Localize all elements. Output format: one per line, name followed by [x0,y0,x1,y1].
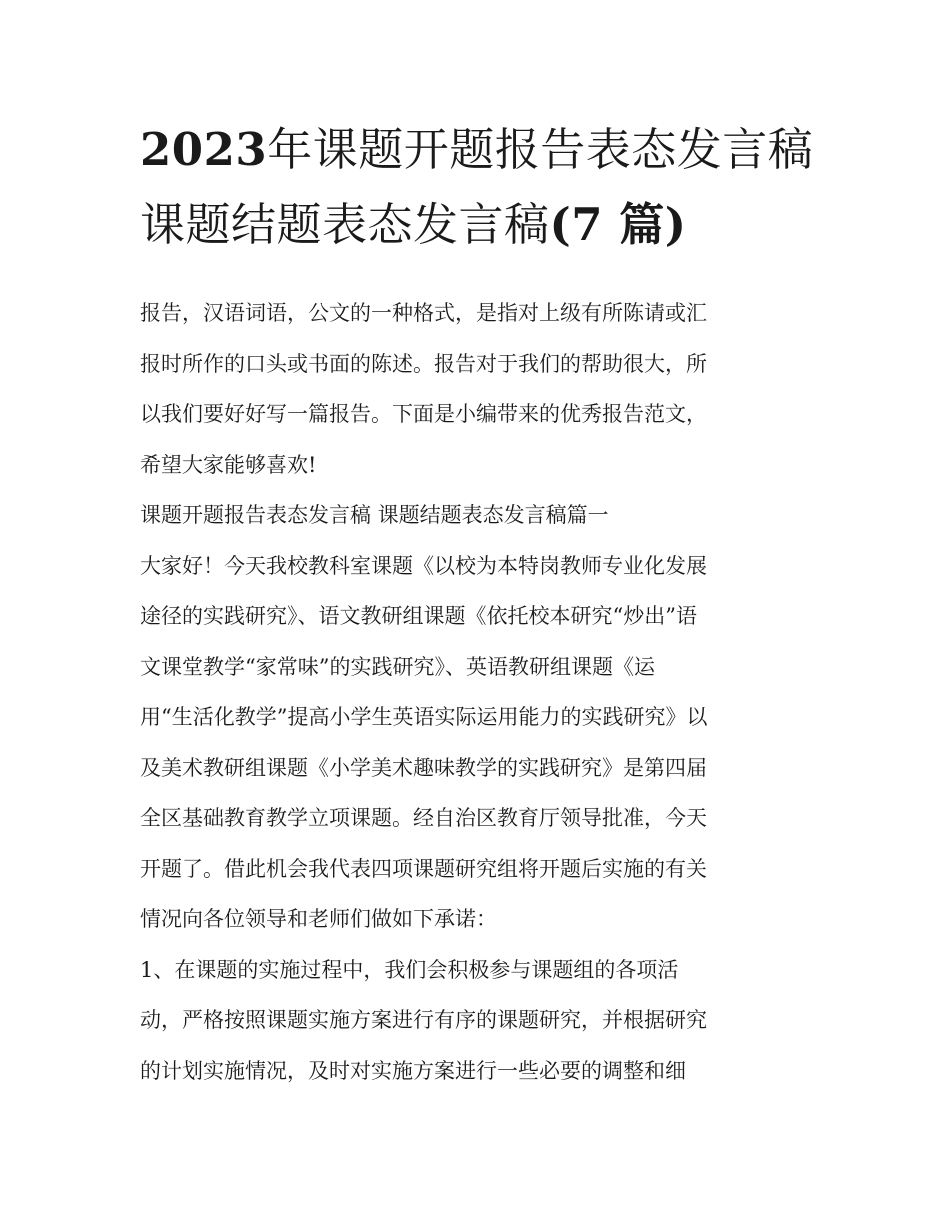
body-line: 报告，汉语词语，公文的一种格式，是指对上级有所陈请或汇 [140,301,707,325]
title-count: (7 篇) [549,198,687,251]
list-item-line: 1、在课题的实施过程中，我们会积极参与课题组的各项活 [140,957,679,982]
body-line: 大家好！今天我校教科室课题《以校为本特岗教师专业化发展 [140,553,707,578]
document-page [140,112,815,1096]
document-body [140,288,815,1096]
body-line: 希望大家能够喜欢! [140,452,317,477]
body-line: 的计划实施情况，及时对实施方案进行一些必要的调整和细 [140,1058,686,1083]
body-line: 全区基础教育教学立项课题。经自治区教育厅领导批准，今天 [140,806,707,830]
body-line: 用“生活化教学”提高小学生英语实际运用能力的实践研究》以 [140,705,708,729]
body-line: 及美术教研组课题《小学美术趣味教学的实践研究》是第四届 [140,755,707,780]
document-title [140,112,815,262]
body-line: 动，严格按照课题实施方案进行有序的课题研究，并根据研究 [140,1008,707,1032]
body-line: 开题了。借此机会我代表四项课题研究组将开题后实施的有关 [140,856,707,881]
body-line: 途径的实践研究》、语文教研组课题《依托校本研究“炒出”语 [140,604,697,628]
body-line: 报时所作的口头或书面的陈述。报告对于我们的帮助很大，所 [140,351,707,376]
body-line: 以我们要好好写一篇报告。下面是小编带来的优秀报告范文， [140,402,707,426]
title-text: 年课题开题报告表态发言稿 课题结题表态发言稿 [140,123,814,251]
body-line: 情况向各位领导和老师们做如下承诺： [140,907,497,931]
section-heading: 课题开题报告表态发言稿 课题结题表态发言稿篇一 [140,503,609,527]
title-year: 2023 [140,123,268,176]
body-line: 文课堂教学“家常味”的实践研究》、英语教研组课题《运 [140,654,655,679]
